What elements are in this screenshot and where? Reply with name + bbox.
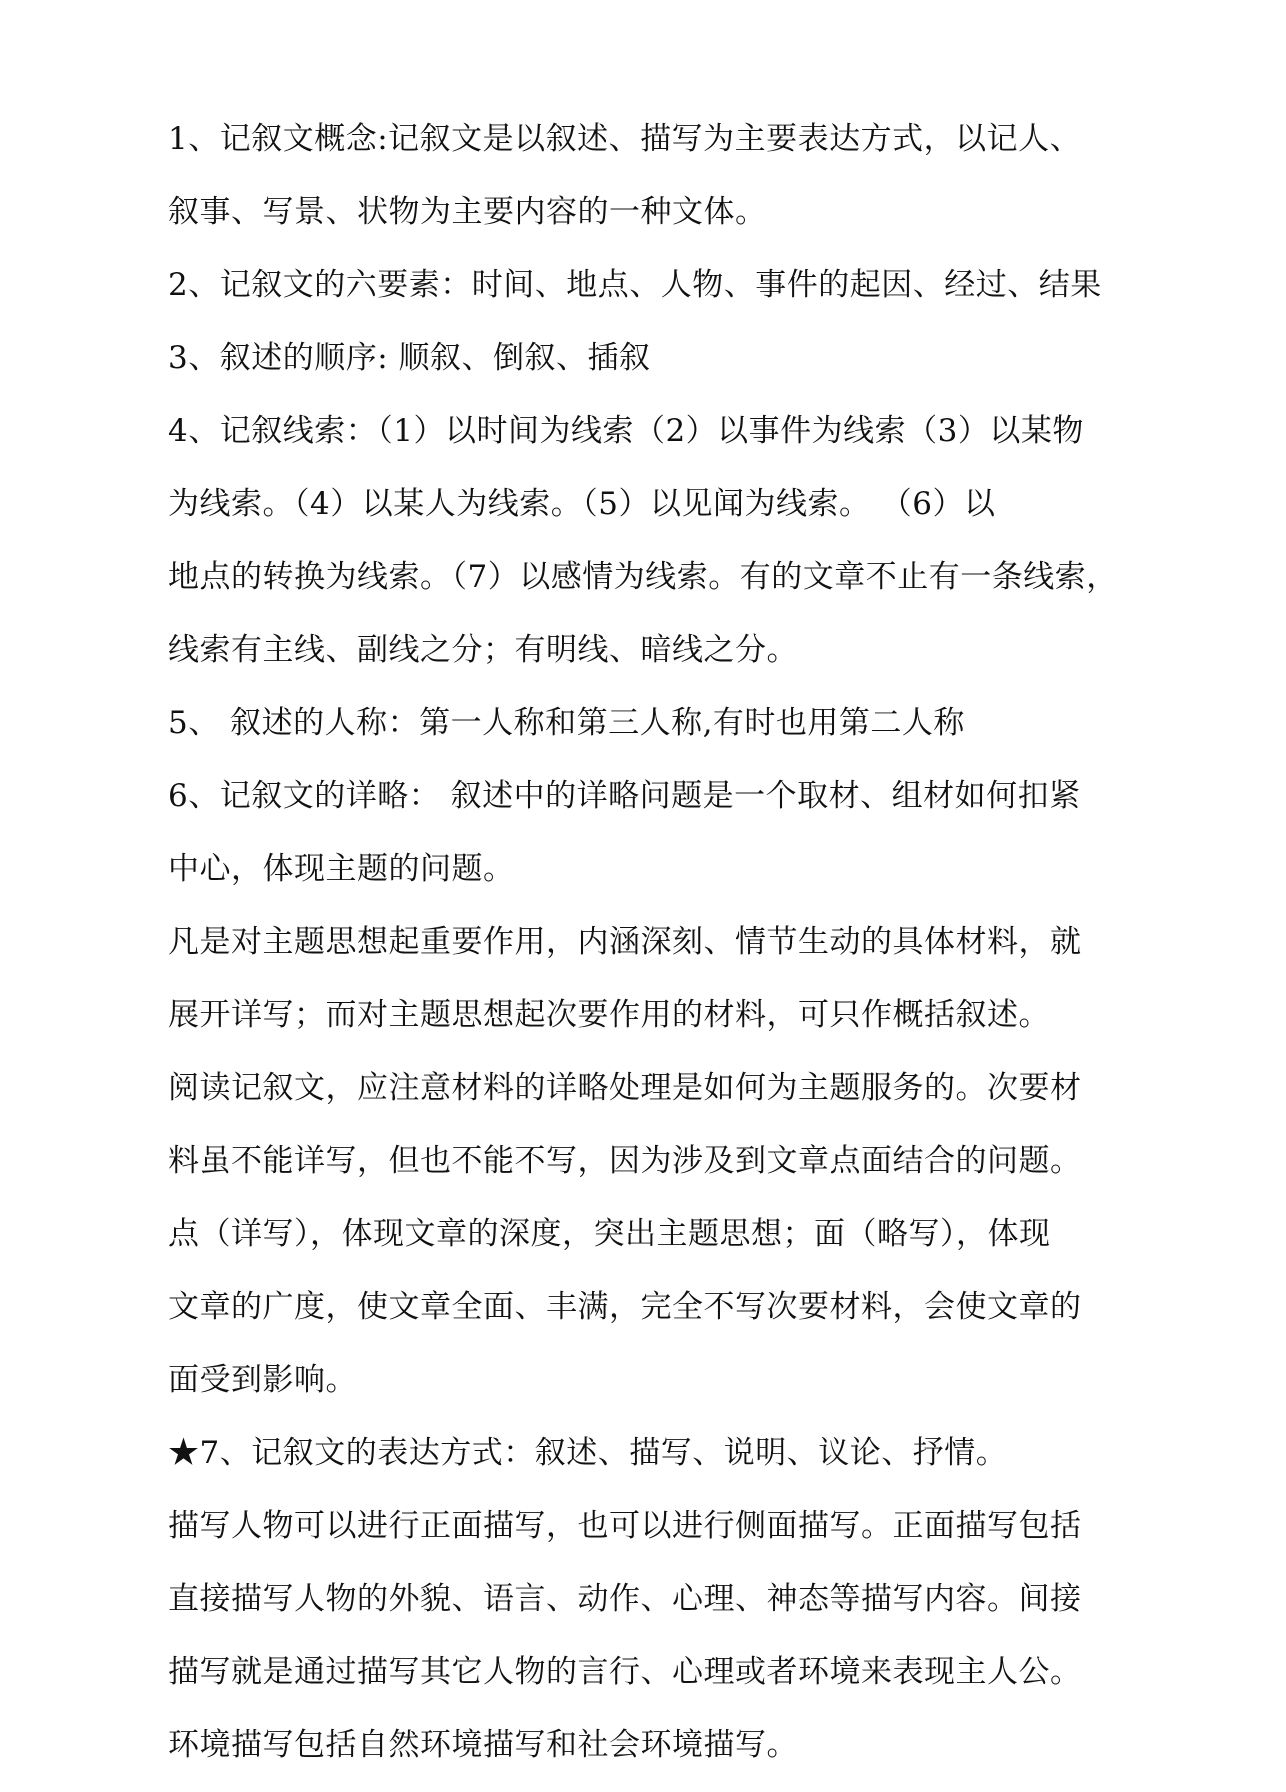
text-line-16: 点（详写），体现文章的深度，突出主题思想；面（略写），体现 [168, 1216, 1051, 1252]
text-line-2: 叙事、写景、状物为主要内容的一种文体。 [168, 194, 767, 230]
text-line-12: 凡是对主题思想起重要作用，内涵深刻、情节生动的具体材料，就 [168, 924, 1082, 960]
text-line-17: 文章的广度，使文章全面、丰满，完全不写次要材料，会使文章的 [168, 1289, 1082, 1325]
text-line-22: 描写就是通过描写其它人物的言行、心理或者环境来表现主人公。 [168, 1654, 1082, 1690]
text-line-9: 5、 叙述的人称：第一人称和第三人称,有时也用第二人称 [168, 705, 965, 741]
text-line-8: 线索有主线、副线之分；有明线、暗线之分。 [168, 632, 798, 668]
text-line-18: 面受到影响。 [168, 1362, 357, 1398]
text-line-19: ★7、记叙文的表达方式：叙述、描写、说明、议论、抒情。 [168, 1435, 1008, 1471]
text-line-23: 环境描写包括自然环境描写和社会环境描写。 [168, 1727, 798, 1763]
text-line-13: 展开详写；而对主题思想起次要作用的材料，可只作概括叙述。 [168, 997, 1050, 1033]
text-line-1: 1、记叙文概念:记叙文是以叙述、描写为主要表达方式，以记人、 [168, 121, 1082, 157]
text-line-10: 6、记叙文的详略： 叙述中的详略问题是一个取材、组材如何扣紧 [168, 778, 1081, 814]
text-line-15: 料虽不能详写，但也不能不写，因为涉及到文章点面结合的问题。 [168, 1143, 1082, 1179]
text-line-20: 描写人物可以进行正面描写，也可以进行侧面描写。正面描写包括 [168, 1508, 1082, 1544]
text-line-4: 3、叙述的顺序: 顺叙、倒叙、插叙 [168, 340, 651, 376]
text-line-21: 直接描写人物的外貌、语言、动作、心理、神态等描写内容。间接 [168, 1581, 1082, 1617]
text-line-6: 为线索。（4）以某人为线索。（5）以见闻为线索。 （6）以 [168, 486, 996, 522]
text-line-14: 阅读记叙文，应注意材料的详略处理是如何为主题服务的。次要材 [168, 1070, 1082, 1106]
text-line-11: 中心，体现主题的问题。 [168, 851, 515, 887]
document-text [168, 103, 1128, 1782]
text-line-5: 4、记叙线索：（1）以时间为线索（2）以事件为线索（3）以某物 [168, 413, 1084, 449]
text-line-3: 2、记叙文的六要素：时间、地点、人物、事件的起因、经过、结果 [168, 267, 1102, 303]
text-line-7: 地点的转换为线索。（7）以感情为线索。有的文章不止有一条线索， [168, 559, 1118, 595]
